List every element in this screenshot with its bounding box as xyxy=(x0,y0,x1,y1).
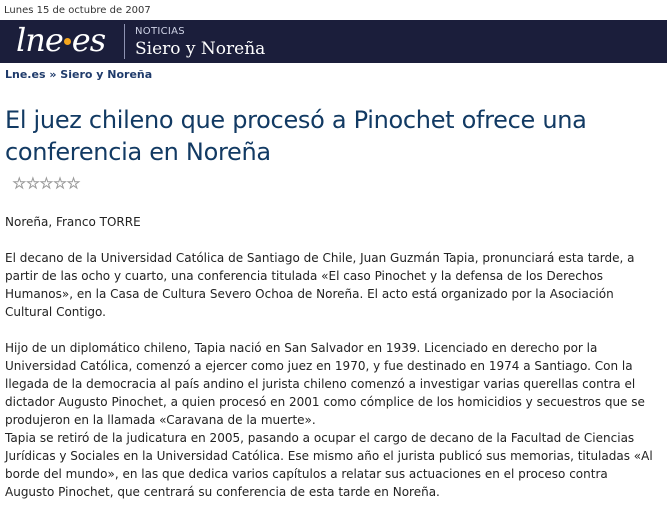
article-paragraph: El decano de la Universidad Católica de Santiago de Chile, Juan Guzmán Tapia, pronunciará esta tarde, a partir de las ocho y cuarto, una conferencia titulada «El caso Pinochet y la defensa de los Derechos Humanos», en la Casa de Cultura Severo Ochoa de Noreña. El acto está organizado por la Asociación Cultural Contigo. xyxy=(5,251,635,319)
article-byline: Noreña, Franco TORRE xyxy=(5,215,141,229)
breadcrumb-home-link[interactable]: Lne.es xyxy=(5,68,46,81)
article-title: El juez chileno que procesó a Pinochet ofrece una conferencia en Noreña xyxy=(5,106,587,166)
article-paragraph: Hijo de un diplomático chileno, Tapia nació en San Salvador en 1939. Licenciado en derecho por la Universidad Católica, comenzó a ejercer como juez en 1970, y fue destinado en 1974 a Santiago. Con la llegada de la democracia al país andino el jurista chileno comenzó a investigar varias querellas contra el dictador Augusto Pinochet, a quien procesó en 2001 como cómplice de los homicidios y secuestros que se produjeron en la llamada «Caravana de la muerte». xyxy=(5,341,645,427)
breadcrumb xyxy=(5,68,152,81)
section-title: Siero y Noreña xyxy=(135,39,266,59)
star-icon[interactable]: ★ xyxy=(40,176,53,192)
logo-prefix: lne xyxy=(16,21,63,59)
masthead-divider xyxy=(124,24,125,59)
logo-dot-icon xyxy=(64,38,71,45)
logo-suffix: es xyxy=(71,21,106,59)
rating-stars xyxy=(13,177,80,191)
star-icon[interactable]: ★ xyxy=(26,176,40,192)
site-logo[interactable] xyxy=(16,22,105,58)
star-icon[interactable]: ★ xyxy=(53,176,67,192)
breadcrumb-section-link[interactable]: Siero y Noreña xyxy=(60,68,153,81)
masthead xyxy=(0,20,667,63)
article-body xyxy=(5,213,660,519)
star-icon[interactable]: ★ xyxy=(67,176,80,192)
article-paragraph: Tapia se retiró de la judicatura en 2005, pasando a ocupar el cargo de decano de la Facultad de Ciencias Jurídicas y Sociales en la Universidad Católica. Ese mismo año el jurista publicó sus memorias, tituladas «Al borde del mundo», en las que dedica varios capítulos a relatar sus actuaciones en el proceso contra Augusto Pinochet, que centrará su conferencia de esta tarde en Noreña. xyxy=(5,431,653,499)
breadcrumb-separator: » xyxy=(49,68,57,81)
section-kicker: NOTICIAS xyxy=(135,26,185,37)
publication-date: Lunes 15 de octubre de 2007 xyxy=(4,5,151,16)
star-icon[interactable]: ★ xyxy=(13,176,26,192)
